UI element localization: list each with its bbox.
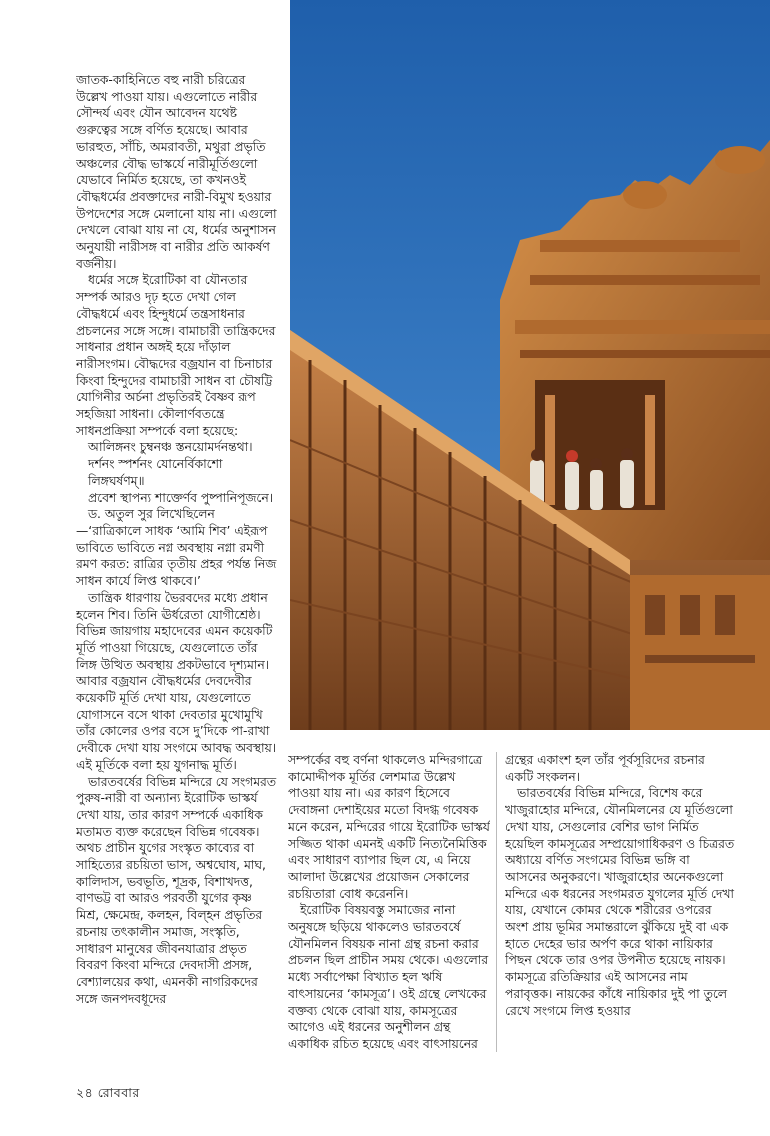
paragraph: ড. অতুল সুর লিখেছিলেন—‘রাত্রিকালে সাধক ‘আমি শিব’ এইরূপ ভাবিতে ভাবিতে নগ্ন অবস্থায় নগ্না রমণী রমণ করত: রাত্রির তৃতীয় প্রহর পর্যন্ত নিজ সাধন কার্যে লিপ্ত থাকবে।’ <box>76 507 277 589</box>
temple-photo <box>290 0 770 730</box>
paragraph: সম্পর্কের বহু বর্ণনা থাকলেও মন্দিরগাত্রে কামোদ্দীপক মূর্তির লেশমাত্র উল্লেখ পাওয়া যায় না। এর কারণ হিসেবে দেবাঙ্গনা দেশাইয়ের মতো বিদগ্ধ গবেষক মনে করেন, মন্দিরের গায়ে ইরোটিক ভাস্কর্য সজ্জিত থাকা এমনই একটি নিত্যনৈমিত্তিক এবং সাধারণ ব্যাপার ছিল যে, এ নিয়ে আলাদা উল্লেখের প্রয়োজন সেকালের রচয়িতারা বোধ করেননি। <box>288 753 490 901</box>
article-column-2 <box>288 752 490 1072</box>
paragraph: জাতক-কাহিনিতে বহু নারী চরিত্রের উল্লেখ পাওয়া যায়। এগুলোতে নারীর সৌন্দর্য এবং যৌন আবেদন যথেষ্ট গুরুত্বের সঙ্গে বর্ণিত হয়েছে। আবার ভারহুত, সাঁচি, অমরাবতী, মথুরা প্রভৃতি অঞ্চলের বৌদ্ধ ভাস্কর্যে নারীমূর্তিগুলো যেভাবে নির্মিত হয়েছে, তা কখনওই বৌদ্ধধর্মের প্রবক্তাদের নারী-বিমুখ হওয়ার উপদেশের সঙ্গে মেলানো যায় না। এগুলো দেখলে বোঝা যায় না যে, ধর্মের অনুশাসন অনুযায়ী নারীসঙ্গ বা নারীর প্রতি আকর্ষণ বর্জনীয়। <box>76 73 277 271</box>
paragraph: গ্রন্থের একাংশ হল তাঁর পূর্বসূরিদের রচনার একটি সংকলন। <box>505 753 705 784</box>
paragraph: ভারতবর্ষের বিভিন্ন মন্দিরে যে সংগমরত পুরুষ-নারী বা অন্যান্য ইরোটিক ভাস্কর্য দেখা যায়, তার কারণ সম্পর্কে একাধিক মতামত ব্যক্ত করেছেন বিভিন্ন গবেষক। অথচ প্রাচীন যুগের সংস্কৃত কাব্যের বা সাহিত্যের রচয়িতা ভাস, অশ্বঘোষ, মাঘ, কালিদাস, ভবভূতি, শূদ্রক, বিশাখদত্ত, বাণভট্ট বা আরও পরবর্তী যুগের কৃষ্ণ মিশ্র, ক্ষেমেন্দ্র, কলহন, বিল্হন প্রভৃতির রচনায় তৎকালীন সমাজ, সংস্কৃতি, সাধারণ মানুষের জীবনযাত্রার প্রভৃত বিবরণ কিংবা মন্দিরে দেবদাসী প্রসঙ্গ, বেশ্যালয়ের কথা, এমনকী নাগরিকদের সঙ্গে জনপদবধূদের <box>76 774 277 1006</box>
page-folio: ২৪ রোববার <box>76 1085 140 1100</box>
column-divider <box>496 752 497 1052</box>
paragraph: তান্ত্রিক ধারণায় ভৈরবদের মধ্যে প্রধান হলেন শিব। তিনি ঊর্ধরেতা যোগীশ্রেষ্ঠ। বিভিন্ন জায়গায় মহাদেবের এমন কয়েকটি মূর্তি পাওয়া গিয়েছে, যেগুলোতে তাঁর লিঙ্গ উত্থিত অবস্থায় প্রকটভাবে দৃশ্যমান। আবার বজ্রযান বৌদ্ধধর্মের দেবদেবীর কয়েকটি মূর্তি দেখা যায়, যেগুলোতে যোগাসনে বসে থাকা দেবতার মুখোমুখি তাঁর কোলের ওপর বসে দু’দিকে পা-রাখা দেবীকে দেখা যায় সংগমে আবদ্ধ অবস্থায়। এই মূর্তিকে বলা হয় যুগনাদ্ধ মূর্তি। <box>76 590 277 772</box>
article-column-3 <box>505 752 735 1072</box>
verse-line: আলিঙ্গনং চুম্বনঞ্চ স্তনয়োমর্দনন্তথা। <box>88 440 253 455</box>
paragraph: ধর্মের সঙ্গে ইরোটিকা বা যৌনতার সম্পর্ক আরও দৃঢ় হতে দেখা গেল বৌদ্ধধর্মে এবং হিন্দুধর্মে তন্ত্রসাধনার প্রচলনের সঙ্গে সঙ্গে। বামাচারী তান্ত্রিকদের সাধনার প্রধান অঙ্গই হয়ে দাঁড়াল নারীসংগম। বৌদ্ধদের বজ্রযান বা চিনাচার কিংবা হিন্দুদের বামাচারী সাধন বা চৌষট্টি যোগিনীর অর্চনা প্রভৃতিরই বৈষ্ণব রূপ সহজিয়া সাধনা। কৌলার্ণবতন্ত্রে সাধনপ্রক্রিয়া সম্পর্কে বলা হয়েছে: <box>76 273 276 438</box>
paragraph: ভারতবর্ষের বিভিন্ন মন্দিরে, বিশেষ করে খাজুরাহোর মন্দিরে, যৌনমিলনের যে মূর্তিগুলো দেখা যায়, সেগুলোর বেশির ভাগ নির্মিত হয়েছিল কামসূত্রের সম্প্রয়োগাধিকরণ ও চিত্ররত অধ্যায়ে বর্ণিত সংগমের বিভিন্ন ভঙ্গি বা আসনের অনুকরণে। খাজুরাহোর অনেকগুলো মন্দিরে এক ধরনের সংগমরত যুগলের মূর্তি দেখা যায়, যেখানে কোমর থেকে শরীরের ওপরের অংশ প্রায় ভূমির সমান্তরালে ঝুঁকিয়ে দুই বা এক হাতে দেহের ভার অর্পণ করে থাকা নায়িকার পিছন থেকে তার ওপর উপনীত হয়েছে নায়ক। কামসূত্রে রতিক্রিয়ার এই আসনের নাম পরাবৃত্তক। নায়কের কাঁধে নায়িকার দুই পা তুলে রেখে সংগমে লিপ্ত হওয়ার <box>505 786 735 1018</box>
article-column-1 <box>76 72 278 1072</box>
paragraph: ইরোটিক বিষয়বস্তু সমাজের নানা অনুষঙ্গে ছড়িয়ে থাকলেও ভারতবর্ষে যৌনমিলন বিষয়ক নানা গ্রন্থ রচনা করার প্রচলন ছিল প্রাচীন সময় থেকে। এগুলোর মধ্যে সর্বাপেক্ষা বিখ্যাত হল ঋষি বাৎসায়নের ‘কামসূত্র’। ওই গ্রন্থে লেখকের বক্তব্য থেকে বোঝা যায়, কামসূত্রের আগেও এই ধরনের অনুশীলন গ্রন্থ একাধিক রচিত হয়েছে এবং বাৎসায়নের <box>288 903 489 1051</box>
verse-line: দর্শনং স্পর্শনং যোনের্বিকাশো লিঙ্গঘর্ষণম্॥ <box>88 457 223 488</box>
verse-line: প্রবেশ স্থাপন্য শাক্তের্ণব পুষ্পানিপূজনে। <box>88 490 274 505</box>
